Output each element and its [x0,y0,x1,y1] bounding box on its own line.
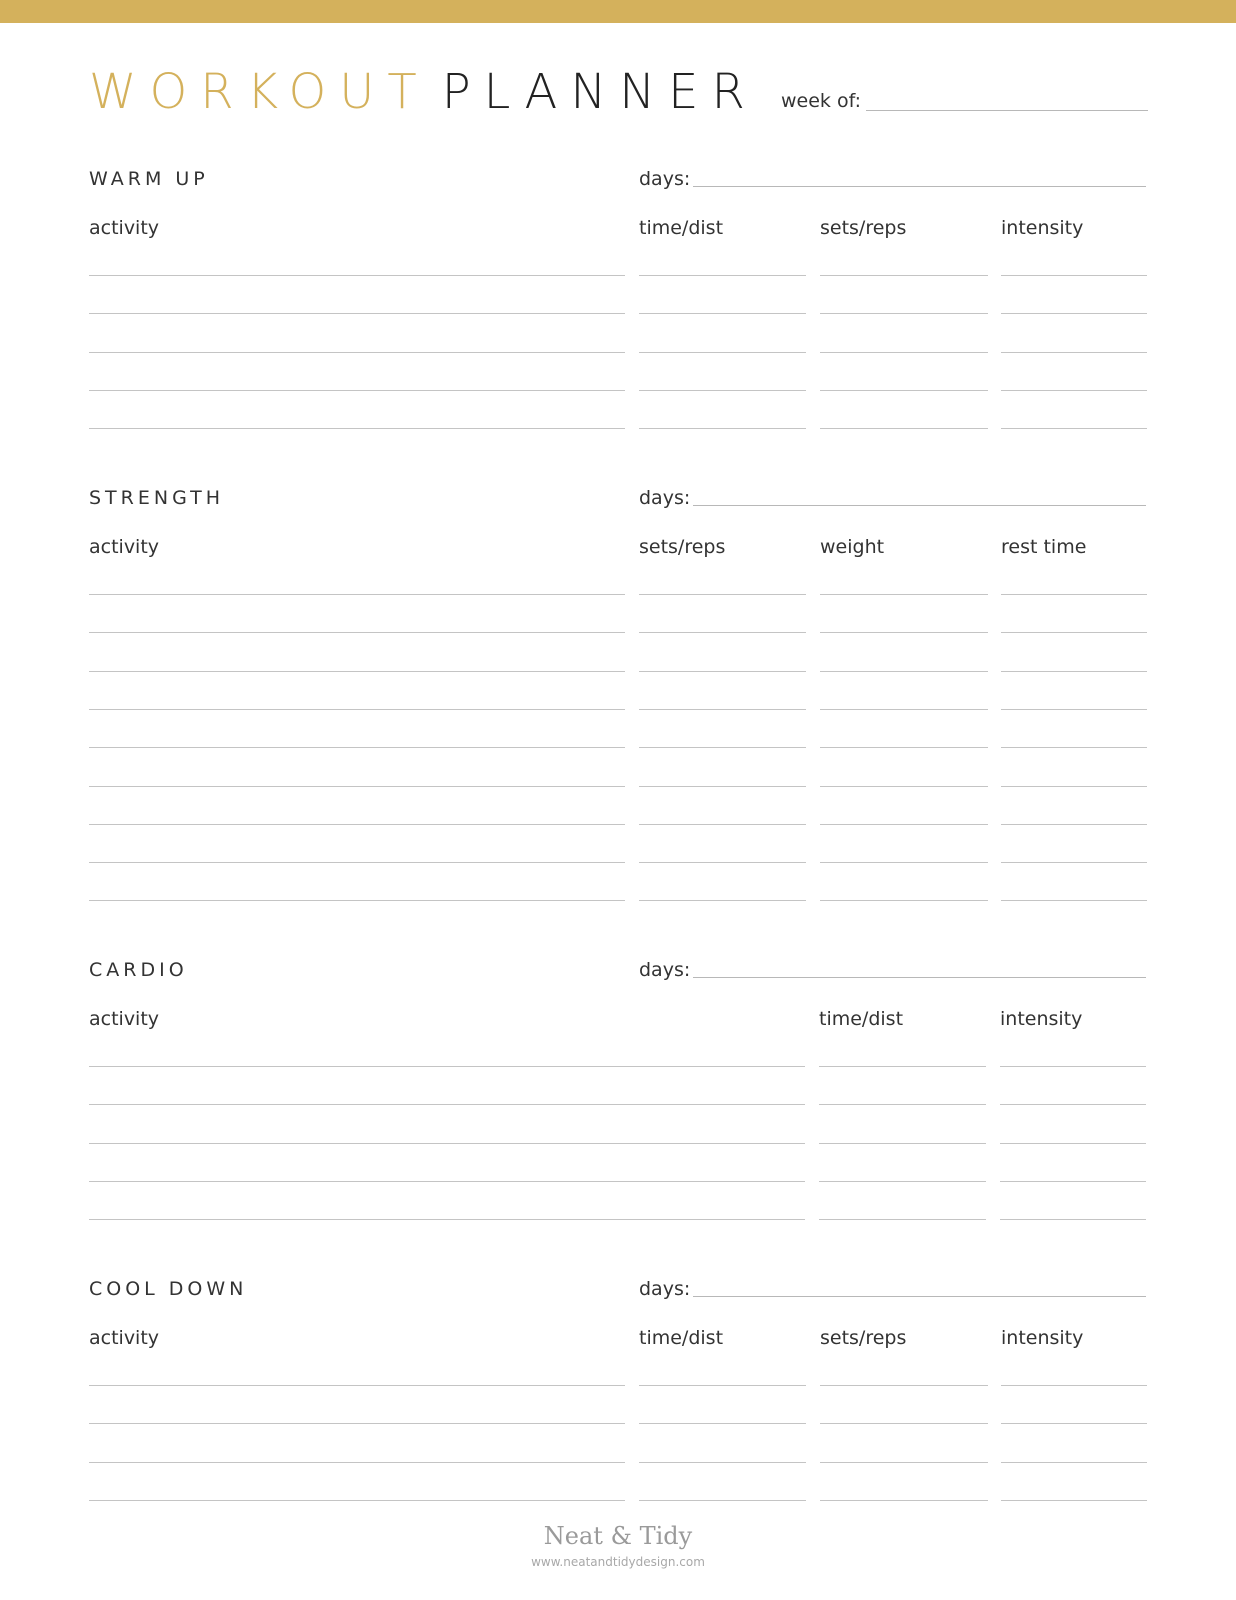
entry-line[interactable] [820,1462,988,1463]
entry-line[interactable] [89,1385,625,1386]
column-header-weight: weight [820,536,885,558]
entry-line[interactable] [1001,786,1147,787]
entry-line[interactable] [1001,390,1147,391]
entry-line[interactable] [819,1181,986,1182]
column-header-activity: activity [89,536,160,558]
column-header-time-dist: time/dist [819,1008,904,1030]
column-header-intensity: intensity [1000,1008,1083,1030]
entry-line[interactable] [1001,671,1147,672]
entry-line[interactable] [89,786,625,787]
column-header-activity: activity [89,217,160,239]
entry-line[interactable] [1001,824,1147,825]
entry-line[interactable] [639,709,806,710]
column-header-intensity: intensity [1001,217,1084,239]
days-field[interactable] [693,505,1146,506]
section-title: COOL DOWN [89,1278,248,1300]
entry-line[interactable] [639,313,806,314]
entry-line[interactable] [820,428,988,429]
entry-line[interactable] [819,1104,986,1105]
entry-line[interactable] [89,1462,625,1463]
entry-line[interactable] [820,709,988,710]
entry-line[interactable] [89,428,625,429]
entry-line[interactable] [639,862,806,863]
entry-line[interactable] [89,747,625,748]
entry-line[interactable] [820,671,988,672]
entry-line[interactable] [89,1104,805,1105]
entry-line[interactable] [819,1143,986,1144]
entry-line[interactable] [1001,862,1147,863]
entry-line[interactable] [639,671,806,672]
entry-line[interactable] [1000,1219,1146,1220]
days-field[interactable] [693,977,1146,978]
entry-line[interactable] [89,862,625,863]
entry-line[interactable] [639,786,806,787]
days-label: days: [639,487,691,509]
section-cardio [0,959,1236,1227]
entry-line[interactable] [820,352,988,353]
section-title: WARM UP [89,168,209,190]
section-cool-down [0,1278,1236,1508]
section-strength [0,487,1236,907]
entry-line[interactable] [820,1385,988,1386]
days-label: days: [639,959,691,981]
entry-line[interactable] [820,747,988,748]
entry-line[interactable] [89,594,625,595]
entry-line[interactable] [89,313,625,314]
days-field[interactable] [693,1296,1146,1297]
entry-line[interactable] [1001,594,1147,595]
entry-line[interactable] [819,1066,986,1067]
entry-line[interactable] [1001,747,1147,748]
section-warm-up [0,168,1236,436]
entry-line[interactable] [89,1066,805,1067]
entry-line[interactable] [639,747,806,748]
days-label: days: [639,1278,691,1300]
entry-line[interactable] [1001,1462,1147,1463]
entry-line[interactable] [89,352,625,353]
entry-line[interactable] [639,1500,806,1501]
entry-line[interactable] [1000,1143,1146,1144]
title-word-planner: PLANNER [441,64,758,120]
days-field[interactable] [693,186,1146,187]
entry-line[interactable] [820,1500,988,1501]
entry-line[interactable] [639,352,806,353]
entry-line[interactable] [1001,632,1147,633]
column-header-activity: activity [89,1008,160,1030]
entry-line[interactable] [820,632,988,633]
entry-line[interactable] [89,1219,805,1220]
entry-line[interactable] [1001,275,1147,276]
entry-line[interactable] [639,824,806,825]
entry-line[interactable] [89,709,625,710]
entry-line[interactable] [639,900,806,901]
entry-line[interactable] [89,900,625,901]
entry-line[interactable] [89,390,625,391]
column-header-sets-reps: sets/reps [820,217,907,239]
entry-line[interactable] [820,594,988,595]
week-of-field[interactable] [866,110,1148,111]
entry-line[interactable] [820,1423,988,1424]
entry-line[interactable] [1000,1181,1146,1182]
title-word-workout: WORKOUT [89,64,430,120]
entry-line[interactable] [1001,709,1147,710]
entry-line[interactable] [89,1423,625,1424]
week-of-label: week of: [781,90,861,112]
entry-line[interactable] [639,275,806,276]
column-header-rest-time: rest time [1001,536,1087,558]
entry-line[interactable] [89,275,625,276]
brand-url: www.neatandtidydesign.com [531,1555,705,1569]
column-header-time-dist: time/dist [639,217,724,239]
entry-line[interactable] [639,1385,806,1386]
entry-line[interactable] [89,824,625,825]
entry-line[interactable] [639,1462,806,1463]
entry-line[interactable] [639,390,806,391]
column-header-time-dist: time/dist [639,1327,724,1349]
page-title [89,62,758,122]
entry-line[interactable] [820,390,988,391]
entry-line[interactable] [1001,1423,1147,1424]
section-title: STRENGTH [89,487,225,509]
entry-line[interactable] [1000,1066,1146,1067]
entry-line[interactable] [820,786,988,787]
entry-line[interactable] [1001,1500,1147,1501]
column-header-intensity: intensity [1001,1327,1084,1349]
entry-line[interactable] [820,313,988,314]
entry-line[interactable] [1001,313,1147,314]
entry-line[interactable] [820,824,988,825]
entry-line[interactable] [89,671,625,672]
entry-line[interactable] [819,1219,986,1220]
entry-line[interactable] [1000,1104,1146,1105]
entry-line[interactable] [89,1181,805,1182]
entry-line[interactable] [639,428,806,429]
entry-line[interactable] [820,275,988,276]
entry-line[interactable] [820,862,988,863]
entry-line[interactable] [1001,1385,1147,1386]
column-header-sets-reps: sets/reps [820,1327,907,1349]
column-header-activity: activity [89,1327,160,1349]
entry-line[interactable] [1001,352,1147,353]
brand-logo: Neat & Tidy [543,1522,693,1550]
entry-line[interactable] [89,1143,805,1144]
entry-line[interactable] [639,1423,806,1424]
entry-line[interactable] [89,1500,625,1501]
entry-line[interactable] [639,632,806,633]
section-title: CARDIO [89,959,188,981]
column-header-sets-reps: sets/reps [639,536,726,558]
entry-line[interactable] [820,900,988,901]
top-accent-bar [0,0,1236,23]
days-label: days: [639,168,691,190]
entry-line[interactable] [1001,428,1147,429]
entry-line[interactable] [1001,900,1147,901]
entry-line[interactable] [89,632,625,633]
entry-line[interactable] [639,594,806,595]
